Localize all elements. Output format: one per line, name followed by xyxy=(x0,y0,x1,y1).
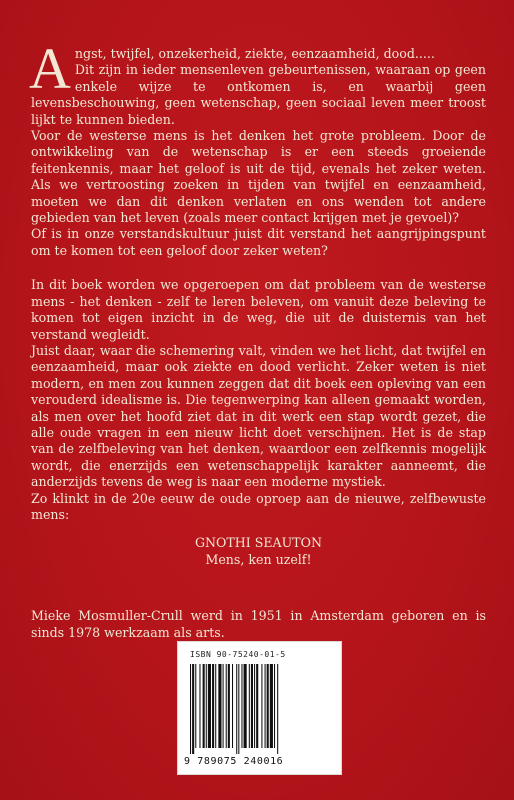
motto-greek: GNOTHI SEAUTON xyxy=(194,535,323,551)
paragraph-6: Zo klinkt in de 20e eeuw de oude oproep aan de nieuwe, zelfbewuste mens: xyxy=(31,490,486,522)
paragraph-4: In dit boek worden we opgeroepen om dat probleem van de westerse mens - het denken - zelf te leren beleven, om vanuit deze beleving te komen tot eigen inzicht in de weg, die uit de duisternis van het verstand wegleidt. xyxy=(31,277,486,342)
paragraph-3: Of is in onze verstandskultuur juist dit verstand het aangrijpingspunt om te komen tot een geloof door zeker weten? xyxy=(31,226,486,258)
intro-rest: Dit zijn in ieder mensenleven gebeurtenissen, waaraan op geen enkele wijze te ontkomen is, en waarbij geen levensbeschouwing, geen wetenschap, geen sociaal leven meer troost lijkt te kunnen bieden. xyxy=(31,62,486,127)
motto-translation: Mens, ken uzelf! xyxy=(205,551,312,567)
barcode-panel xyxy=(177,641,342,775)
barcode-icon xyxy=(190,664,330,754)
isbn-label: ISBN 90-75240-01-5 xyxy=(190,650,286,659)
intro-first-line: ngst, twijfel, onzekerheid, ziekte, eenzaamheid, dood..... xyxy=(74,46,435,61)
ean-digits: 9 789075 240016 xyxy=(184,756,284,767)
author-bio: Mieke Mosmuller-Crull werd in 1951 in Amsterdam geboren en is sinds 1978 werkzaam als arts. xyxy=(31,608,486,640)
paragraph-2: Voor de westerse mens is het denken het grote probleem. Door de ontwikkeling van de wetenschap is er een steeds groeiende feitenkennis, maar het geloof is uit de tijd, evenals het zeker weten. Als we vertroosting zoeken in tijden van twijfel en eenzaamheid, moeten we dan dit denken verlaten en ons wenden tot andere gebieden van het leven (zoals meer contact krijgen met je gevoel)? xyxy=(31,128,486,226)
drop-cap: A xyxy=(29,36,71,101)
blurb-text xyxy=(29,36,486,641)
spacer xyxy=(31,259,486,277)
intro-paragraph xyxy=(29,36,486,128)
paragraph-5: Juist daar, waar die schemering valt, vinden we het licht, dat twijfel en eenzaamheid, maar ook ziekte en dood verlicht. Zeker weten is niet modern, en men zou kunnen zeggen dat dit boek een opleving van een verouderd idealisme is. Die tegenwerping kan alleen gemaakt worden, als men over het hoofd ziet dat in dit werk een stap wordt gezet, die alle oude vragen in een nieuw licht doet verschijnen. Het is de stap van de zelfbeleving van het denken, waardoor een zelfkennis mogelijk wordt, die enerzijds een wetenschappelijk karakter aanneemt, die anderzijds tevens de weg is naar een moderne mystiek. xyxy=(31,342,486,490)
